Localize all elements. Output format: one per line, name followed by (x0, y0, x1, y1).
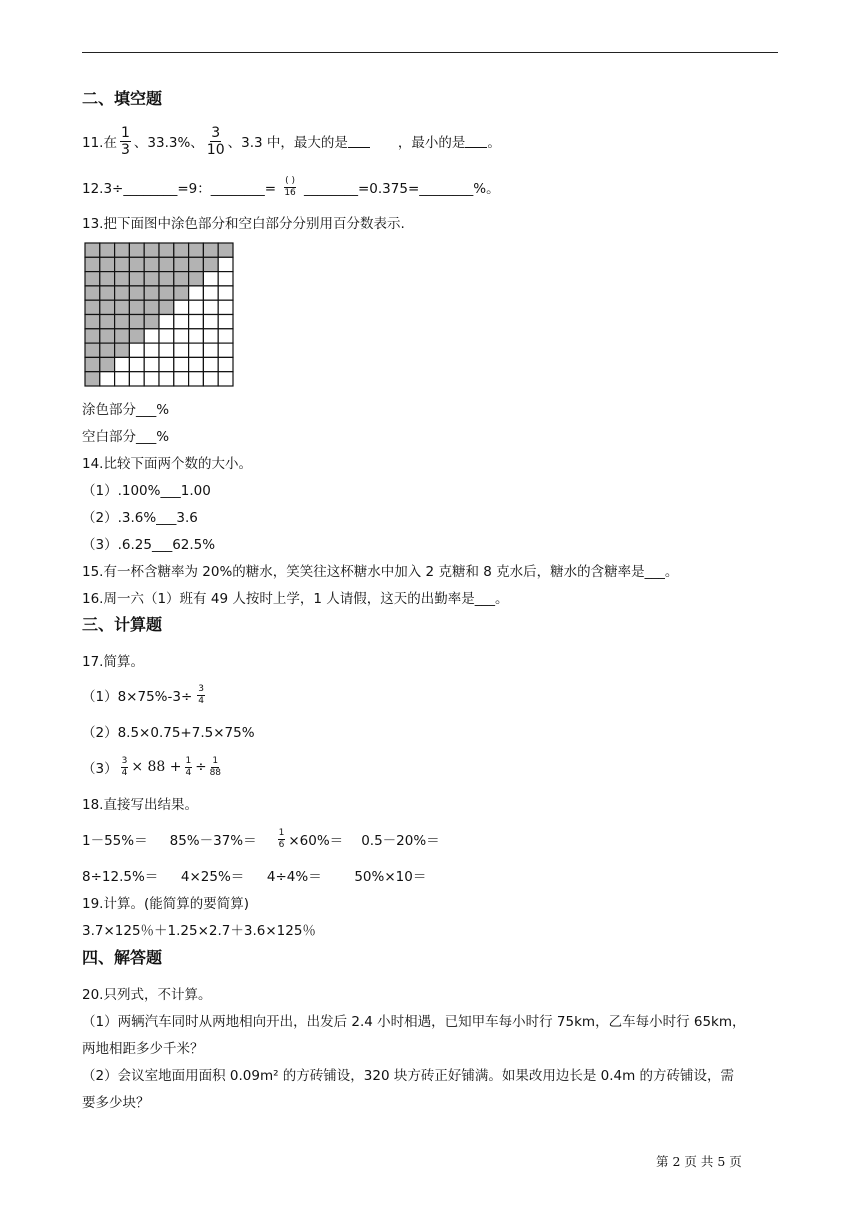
grid-cell-blank (218, 329, 233, 343)
header-rule (82, 52, 778, 53)
q17-item-1 (82, 680, 208, 710)
grid-cell-blank (174, 343, 189, 357)
grid-cell-shaded (100, 357, 115, 371)
q18-r2-a: 8÷12.5%＝ (82, 869, 159, 885)
question-14: 14.比较下面两个数的大小。 (82, 456, 252, 472)
q18-r1-a: 1－55%＝ (82, 833, 148, 849)
q18-row-2 (82, 865, 426, 885)
q11-f1-num: 1 (120, 124, 130, 141)
grid-cell-shaded (144, 243, 159, 257)
grid-cell-shaded (129, 243, 144, 257)
grid-cell-shaded (144, 257, 159, 271)
grid-cell-blank (159, 315, 174, 329)
grid-cell-blank (203, 286, 218, 300)
q18-r2-d: 50%×10＝ (354, 869, 427, 885)
grid-cell-shaded (100, 272, 115, 286)
q11-f2-den: 10 (206, 141, 225, 158)
grid-cell-shaded (144, 300, 159, 314)
grid-cell-shaded (174, 243, 189, 257)
grid-cell-blank (203, 357, 218, 371)
grid-cell-blank (174, 315, 189, 329)
grid-cell-blank (189, 286, 204, 300)
q14-item-1: （1）.100%___1.00 (82, 483, 211, 499)
q18-r2-b: 4×25%＝ (180, 869, 245, 885)
grid-cell-shaded (100, 315, 115, 329)
section-calc-heading: 三、计算题 (82, 615, 163, 634)
grid-cell-blank (218, 300, 233, 314)
q18-r1f-num: 1 (278, 827, 285, 838)
grid-cell-shaded (115, 243, 130, 257)
grid-cell-blank (129, 372, 144, 386)
grid-cell-shaded (115, 343, 130, 357)
q11-blank-1[interactable] (348, 134, 370, 149)
q11-f1-den: 3 (120, 141, 130, 158)
grid-cell-blank (218, 286, 233, 300)
grid-cell-blank (189, 343, 204, 357)
q17-item-3 (82, 752, 224, 782)
q20-part-1-line-2: 两地相距多少千米？ (82, 1041, 204, 1057)
q12-part-a: 12.3÷________=9：________= (82, 181, 277, 197)
grid-cell-shaded (85, 272, 100, 286)
q17-i3f1-num: 3 (121, 755, 128, 766)
grid-cell-blank (129, 343, 144, 357)
grid-cell-shaded (100, 257, 115, 271)
grid-cell-shaded (129, 300, 144, 314)
grid-cell-shaded (159, 243, 174, 257)
grid-cell-shaded (203, 257, 218, 271)
grid-cell-blank (218, 257, 233, 271)
grid-cell-shaded (85, 315, 100, 329)
grid-cell-blank (189, 357, 204, 371)
question-11 (82, 124, 501, 158)
grid-cell-shaded (144, 286, 159, 300)
q17-i3f2-num: 1 (185, 755, 192, 766)
grid-cell-blank (174, 357, 189, 371)
grid-cell-shaded (115, 329, 130, 343)
q13-blank-label: 空白部分___% (82, 429, 170, 445)
grid-cell-blank (159, 357, 174, 371)
section-fill-heading: 二、填空题 (82, 89, 163, 108)
q17-i3-div: ÷ (195, 759, 207, 775)
grid-cell-blank (203, 343, 218, 357)
grid-cell-blank (115, 372, 130, 386)
grid-cell-shaded (100, 300, 115, 314)
grid-cell-shaded (100, 286, 115, 300)
question-17: 17.简算。 (82, 654, 144, 670)
grid-cell-shaded (100, 329, 115, 343)
grid-cell-blank (159, 343, 174, 357)
question-20: 20.只列式，不计算。 (82, 987, 212, 1003)
q18-r1-c: ×60%＝ (288, 833, 344, 849)
grid-cell-shaded (174, 272, 189, 286)
q17-i3-fraction-1 (121, 757, 129, 778)
grid-cell-shaded (85, 286, 100, 300)
grid-cell-blank (189, 372, 204, 386)
q18-r1-fraction (278, 829, 286, 850)
grid-cell-shaded (189, 243, 204, 257)
q17-i3f3-num: 1 (212, 755, 219, 766)
q18-r1f-den: 6 (278, 839, 285, 850)
grid-cell-shaded (85, 372, 100, 386)
q17-i3-fraction-2 (185, 757, 193, 778)
grid-cell-shaded (159, 300, 174, 314)
q12-fraction (284, 177, 296, 198)
grid-cell-shaded (159, 257, 174, 271)
q14-item-2: （2）.3.6%___3.6 (82, 510, 198, 526)
grid-cell-shaded (189, 257, 204, 271)
q17-item-2: （2）8.5×0.75+7.5×75% (82, 725, 255, 741)
grid-cell-blank (203, 272, 218, 286)
grid-cell-blank (218, 372, 233, 386)
grid-cell-blank (144, 343, 159, 357)
question-13: 13.把下面图中涂色部分和空白部分分别用百分数表示. (82, 216, 405, 232)
grid-cell-shaded (159, 286, 174, 300)
grid-cell-shaded (218, 243, 233, 257)
grid-cell-blank (144, 357, 159, 371)
grid-cell-shaded (129, 272, 144, 286)
grid-cell-shaded (85, 300, 100, 314)
grid-cell-shaded (85, 329, 100, 343)
q17-i1-num: 3 (198, 683, 205, 694)
grid-cell-shaded (100, 343, 115, 357)
grid-cell-blank (174, 329, 189, 343)
grid-cell-blank (218, 343, 233, 357)
q11-prefix: 11.在 (82, 135, 117, 151)
grid-cell-shaded (115, 300, 130, 314)
grid-cell-shaded (85, 243, 100, 257)
q11-mid1: 、33.3%、 (133, 135, 204, 151)
grid-cell-blank (218, 357, 233, 371)
q11-fraction-2 (207, 126, 225, 157)
q18-r1-b: 85%－37%＝ (169, 833, 257, 849)
q17-i1-text: （1）8×75%-3÷ (82, 689, 193, 705)
grid-cell-blank (159, 372, 174, 386)
section-answer-heading: 四、解答题 (82, 948, 163, 967)
q11-f2-num: 3 (211, 124, 221, 141)
q17-i3f1-den: 4 (121, 767, 128, 778)
grid-cell-shaded (85, 257, 100, 271)
grid-cell-shaded (174, 257, 189, 271)
q18-r2-c: 4÷4%＝ (266, 869, 322, 885)
q17-i3-prefix: （3） (82, 761, 118, 777)
q11-mid2: 、3.3 中，最大的是 (227, 135, 348, 151)
grid-cell-blank (159, 329, 174, 343)
q11-fraction-1 (120, 126, 131, 157)
q17-i3f3-den: 88 (209, 767, 222, 778)
grid-cell-shaded (115, 257, 130, 271)
grid-cell-shaded (129, 286, 144, 300)
question-19: 19.计算。(能简算的要简算) (82, 896, 250, 912)
question-16: 16.周一六（1）班有 49 人按时上学，1 人请假，这天的出勤率是___。 (82, 591, 509, 607)
q17-i3f2-den: 4 (185, 767, 192, 778)
q19-expression: 3.7×125％＋1.25×2.7＋3.6×125％ (82, 923, 316, 939)
q20-part-2-line-2: 要多少块？ (82, 1095, 150, 1111)
grid-cell-blank (203, 329, 218, 343)
grid-svg (84, 242, 234, 387)
grid-cell-blank (144, 372, 159, 386)
grid-cell-shaded (100, 243, 115, 257)
grid-cell-shaded (189, 272, 204, 286)
q12-part-b: ________=0.375=________%。 (303, 181, 500, 197)
grid-cell-blank (174, 300, 189, 314)
question-12 (82, 172, 500, 202)
grid-cell-shaded (85, 343, 100, 357)
q18-row-1 (82, 824, 440, 854)
grid-cell-shaded (129, 257, 144, 271)
grid-cell-shaded (144, 272, 159, 286)
q18-r1-d: 0.5－20%＝ (361, 833, 440, 849)
q12-f-num: ( ) (285, 175, 295, 186)
q11-end: 。 (487, 135, 501, 151)
grid-cell-shaded (203, 243, 218, 257)
grid-cell-blank (203, 315, 218, 329)
grid-cell-blank (144, 329, 159, 343)
grid-cell-shaded (115, 286, 130, 300)
grid-cell-shaded (85, 357, 100, 371)
q20-part-2-line-1: （2）会议室地面用面积 0.09m² 的方砖铺设，320 块方砖正好铺满。如果改用边长是 0.4m 的方砖铺设，需 (82, 1068, 735, 1084)
q11-mid3: ，最小的是 (397, 135, 466, 151)
q12-f-den: 16 (284, 187, 296, 198)
grid-cell-shaded (115, 315, 130, 329)
page-footer: 第 2 页 共 5 页 (656, 1154, 742, 1169)
grid-cell-blank (189, 315, 204, 329)
grid-cell-blank (203, 300, 218, 314)
q11-blank-2[interactable] (465, 134, 487, 149)
q20-part-1-line-1: （1）两辆汽车同时从两地相向开出，出发后 2.4 小时相遇，已知甲车每小时行 75km，乙车每小时行 65km， (82, 1014, 746, 1030)
q17-i3-fraction-3 (210, 757, 221, 778)
grid-cell-blank (218, 272, 233, 286)
grid-cell-blank (203, 372, 218, 386)
grid-cell-shaded (144, 315, 159, 329)
q17-i3-mid: × 88 + (131, 759, 182, 775)
q17-i1-fraction (197, 685, 205, 706)
grid-cell-shaded (159, 272, 174, 286)
grid-cell-shaded (129, 315, 144, 329)
grid-cell-blank (129, 357, 144, 371)
question-18: 18.直接写出结果。 (82, 797, 198, 813)
q17-i1-den: 4 (198, 695, 205, 706)
grid-cell-shaded (174, 286, 189, 300)
question-15: 15.有一杯含糖率为 20%的糖水，笑笑往这杯糖水中加入 2 克糖和 8 克水后，糖水的含糖率是___。 (82, 564, 679, 580)
grid-cell-blank (100, 372, 115, 386)
grid-cell-blank (115, 357, 130, 371)
q13-shaded-label: 涂色部分___% (82, 402, 170, 418)
grid-cell-shaded (129, 329, 144, 343)
grid-cell-blank (218, 315, 233, 329)
q14-item-3: （3）.6.25___62.5% (82, 537, 216, 553)
grid-cell-blank (174, 372, 189, 386)
grid-cell-blank (189, 300, 204, 314)
grid-cell-blank (189, 329, 204, 343)
grid-cell-shaded (115, 272, 130, 286)
percent-grid-figure (84, 242, 234, 387)
